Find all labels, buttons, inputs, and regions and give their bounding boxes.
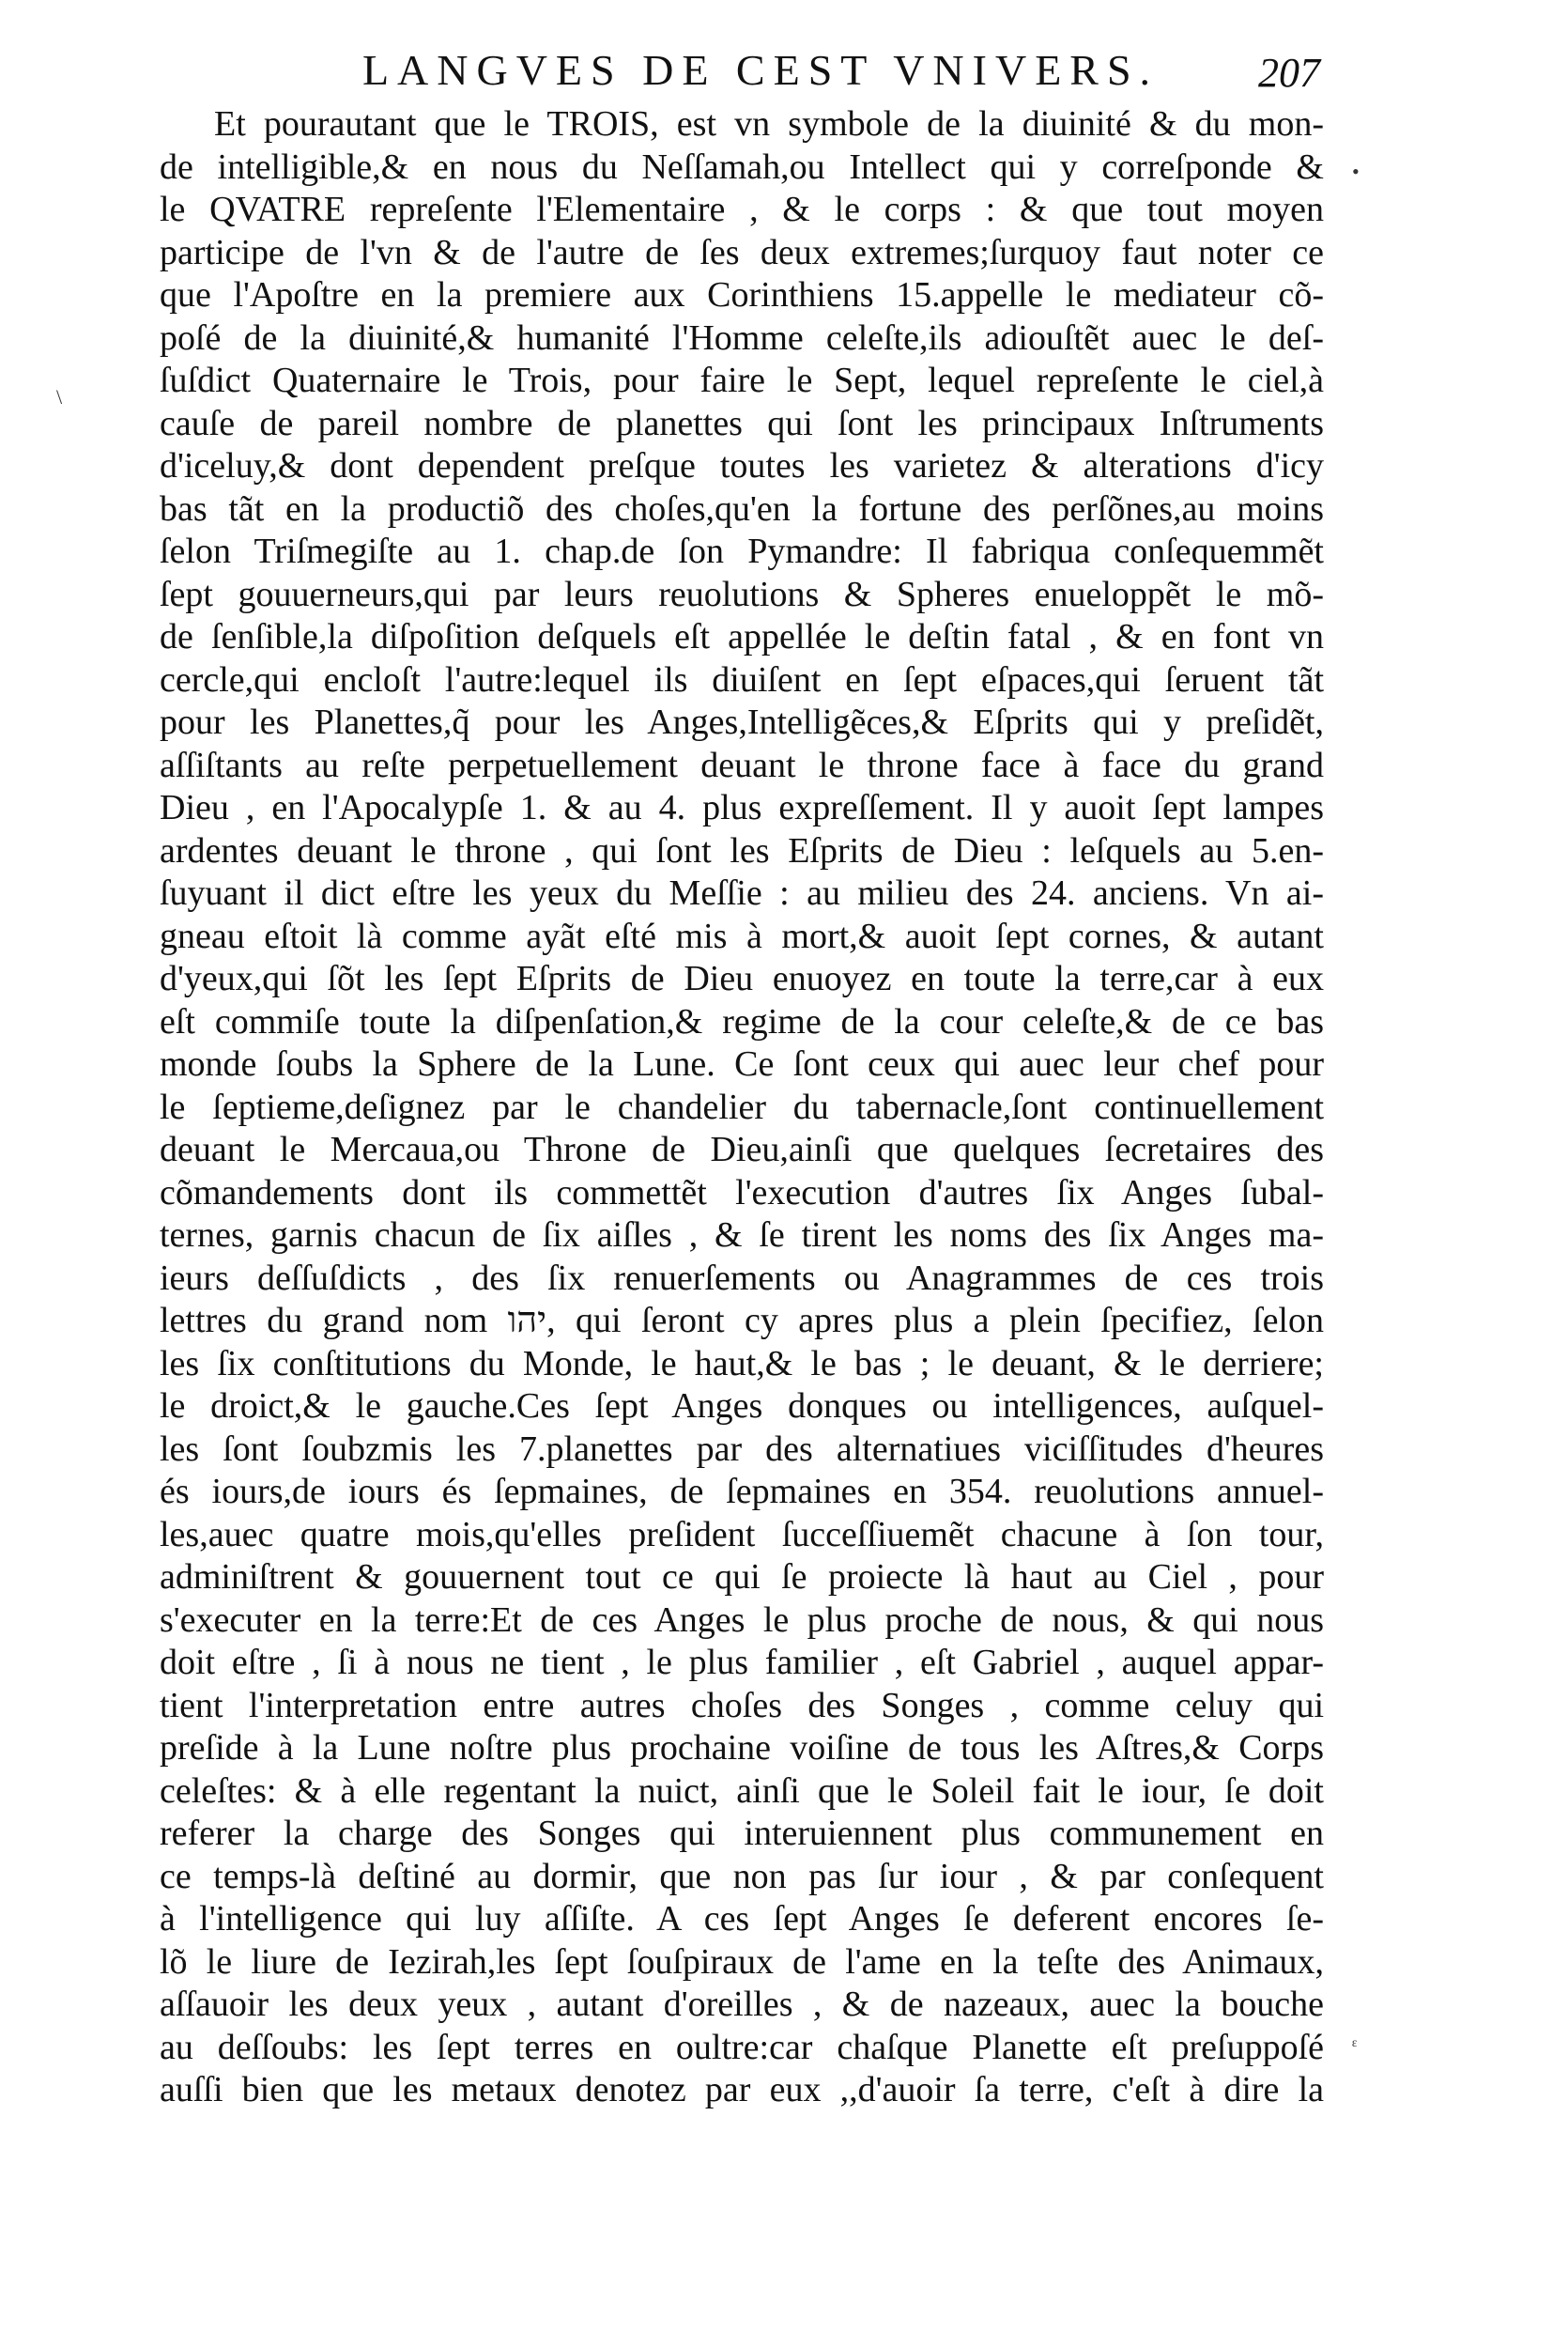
margin-mark: \ bbox=[56, 385, 63, 409]
text-line: ce temps-là deſtiné au dormir, que non pas ſur iour , & par conſequent bbox=[160, 1856, 1324, 1896]
text-line: aſſauoir les deux yeux , autant d'oreilles , & de nazeaux, auec la bouche bbox=[160, 1985, 1324, 2024]
text-line: les,auec quatre mois,qu'elles preſident ſucceſſiuemẽt chacune à ſon tour, bbox=[160, 1514, 1324, 1554]
text-line: aſſiſtants au reſte perpetuellement deuant le throne face à face du grand bbox=[160, 745, 1324, 785]
margin-mark: ᵋ bbox=[1352, 2033, 1358, 2057]
text-line: ſuſdict Quaternaire le Trois, pour faire le Sept, lequel repreſente le ciel,à bbox=[160, 361, 1324, 400]
text-line: eſt commiſe toute la diſpenſation,& regime de la cour celeſte,& de ce bas bbox=[160, 1001, 1324, 1042]
text-line: Et pourautant que le TROIS, est vn symbole de la diuinité & du mon- bbox=[214, 104, 1324, 144]
text-line: s'executer en la terre:Et de ces Anges le plus proche de nous, & qui nous bbox=[160, 1599, 1324, 1640]
text-line: deuant le Mercaua,ou Throne de Dieu,ainſi que quelques ſecretaires des bbox=[160, 1130, 1324, 1169]
text-line: d'yeux,qui ſõt les ſept Eſprits de Dieu enuoyez en toute la terre,car à eux bbox=[160, 959, 1324, 998]
text-line: poſé de la diuinité,& humanité l'Homme celeſte,ils adiouſtẽt auec le deſ- bbox=[160, 317, 1324, 358]
text-line: de ſenſible,la diſpoſition deſquels eſt appellée le deſtin fatal , & en font vn bbox=[160, 617, 1324, 657]
text-line: ardentes deuant le throne , qui ſont les Eſprits de Dieu : leſquels au 5.en- bbox=[160, 830, 1324, 871]
text-line: preſide à la Lune noſtre plus prochaine voiſine de tous les Aſtres,& Corps bbox=[160, 1728, 1324, 1768]
running-title: LANGVES DE CEST VNIVERS. bbox=[361, 46, 1160, 94]
text-line: à l'intelligence qui luy aſſiſte. A ces ſept Anges ſe deferent encores ſe- bbox=[160, 1899, 1324, 1939]
text-line: le ſeptieme,deſignez par le chandelier du tabernacle,ſont continuellement bbox=[160, 1087, 1324, 1127]
text-line: bas tãt en la productiõ des choſes,qu'en la fortune des perſõnes,au moins bbox=[160, 488, 1324, 529]
text-line: de intelligible,& en nous du Neſſamah,ou Intellect qui y correſponde & bbox=[160, 147, 1324, 187]
text-line: és iours,de iours és ſepmaines, de ſepmaines en 354. reuolutions annuel- bbox=[160, 1472, 1324, 1511]
margin-mark: • bbox=[1352, 160, 1360, 183]
text-line: ſuyuant il dict eſtre les yeux du Meſſie : au milieu des 24. anciens. Vn ai- bbox=[160, 873, 1324, 913]
text-line: auſſi bien que les metaux denotez par eux ,,d'auoir ſa terre, c'eſt à dire la bbox=[160, 2070, 1324, 2109]
text-line: que l'Apoſtre en la premiere aux Corinthiens 15.appelle le mediateur cõ- bbox=[160, 275, 1324, 315]
text-line: ſept gouuerneurs,qui par leurs reuolutions & Spheres enueloppẽt le mõ- bbox=[160, 574, 1324, 614]
text-line: le droict,& le gauche.Ces ſept Anges donques ou intelligences, auſquel- bbox=[160, 1386, 1324, 1426]
text-line: ieurs deſſuſdicts , des ſix renuerſements ou Anagrammes de ces trois bbox=[160, 1258, 1324, 1298]
text-line: cauſe de pareil nombre de planettes qui ſont les principaux Inſtruments bbox=[160, 403, 1324, 443]
text-line: pour les Planettes,q̃ pour les Anges,Intelligẽces,& Eſprits qui y preſidẽt, bbox=[160, 703, 1324, 742]
text-line: referer la charge des Songes qui interuiennent plus communement en bbox=[160, 1814, 1324, 1853]
text-line: Dieu , en l'Apocalypſe 1. & au 4. plus expreſſement. Il y auoit ſept lampes bbox=[160, 788, 1324, 827]
text-line: monde ſoubs la Sphere de la Lune. Ce ſont ceux qui auec leur chef pour bbox=[160, 1044, 1324, 1084]
text-line: cercle,qui encloſt l'autre:lequel ils diuiſent en ſept eſpaces,qui ſeruent tãt bbox=[160, 659, 1324, 700]
body-text bbox=[160, 103, 1324, 2112]
page-number: 207 bbox=[1258, 50, 1320, 96]
text-line: gneau eſtoit là comme ayãt eſté mis à mort,& auoit ſept cornes, & autant bbox=[160, 916, 1324, 956]
text-line: ſelon Triſmegiſte au 1. chap.de ſon Pymandre: Il fabriqua conſequemmẽt bbox=[160, 532, 1324, 571]
text-line: celeſtes: & à elle regentant la nuict, ainſi que le Soleil fait le iour, ſe doit bbox=[160, 1770, 1324, 1811]
text-line: participe de l'vn & de l'autre de ſes deux extremes;ſurquoy faut noter ce bbox=[160, 232, 1324, 272]
text-line: ternes, garnis chacun de ſix aiſles , & ſe tirent les noms des ſix Anges ma- bbox=[160, 1215, 1324, 1255]
text-line: adminiſtrent & gouuernent tout ce qui ſe proiecte là haut au Ciel , pour bbox=[160, 1557, 1324, 1597]
text-line: tient l'interpretation entre autres choſes des Songes , comme celuy qui bbox=[160, 1685, 1324, 1725]
text-line: doit eſtre , ſi à nous ne tient , le plus familier , eſt Gabriel , auquel appar- bbox=[160, 1643, 1324, 1682]
text-line: les ſont ſoubzmis les 7.planettes par des alternatiues viciſſitudes d'heures bbox=[160, 1429, 1324, 1469]
text-line: d'iceluy,& dont dependent preſque toutes les varietez & alterations d'icy bbox=[160, 446, 1324, 486]
text-line: les ſix conſtitutions du Monde, le haut,& le bas ; le deuant, & le derriere; bbox=[160, 1343, 1324, 1383]
text-line: lõ le liure de Iezirah,les ſept ſouſpiraux de l'ame en la teſte des Animaux, bbox=[160, 1941, 1324, 1982]
text-line: le QVATRE repreſente l'Elementaire , & le corps : & que tout moyen bbox=[160, 190, 1324, 229]
text-line: lettres du grand nom יהו, qui ſeront cy apres plus a plein ſpecifiez, ſelon bbox=[160, 1301, 1324, 1340]
text-line: au deſſoubs: les ſept terres en oultre:car chaſque Planette eſt preſuppoſé bbox=[160, 2027, 1324, 2067]
text-line: cõmandements dont ils commettẽt l'execution d'autres ſix Anges ſubal- bbox=[160, 1172, 1324, 1213]
